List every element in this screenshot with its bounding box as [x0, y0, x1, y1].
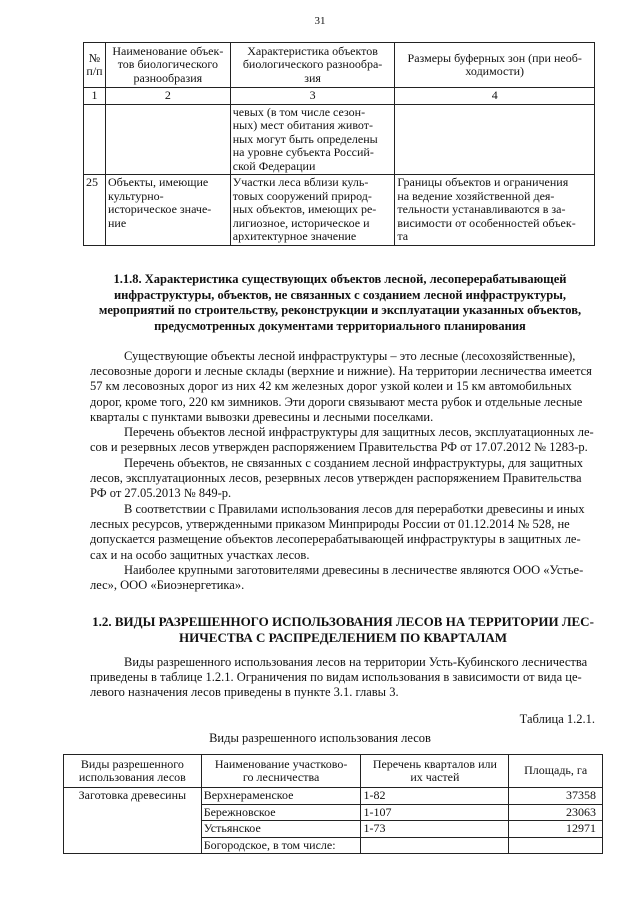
text-line: Существующие объекты лесной инфраструктуры – это лесные (лесохозяйственные),: [124, 349, 576, 363]
use-type-cell: Заготовка древесины: [64, 788, 202, 854]
header-line: Наименование участково-: [214, 756, 348, 771]
cell-line: ных объектов, имеющих ре-: [232, 202, 377, 216]
header-line: зия: [304, 70, 321, 85]
header-line: Наименование объек-: [112, 43, 224, 58]
header-line: тов биологического: [117, 57, 218, 72]
header-line: Виды разрешенного: [80, 756, 184, 771]
header-area: [509, 755, 603, 788]
paragraph-permitted-uses: [90, 655, 595, 701]
cell-line: висимости от особенностей объек-: [397, 215, 576, 230]
forestry-cell: Бережновское: [201, 804, 361, 821]
characteristics-cell: [230, 175, 395, 246]
cell-line: ных) мест обитания живот-: [232, 118, 374, 132]
section-118-heading: [80, 272, 600, 334]
paragraph-major-harvesters: [90, 563, 595, 593]
text-line: Перечень объектов лесной инфраструктуры для защитных лесов, эксплуатационных ле-: [124, 425, 594, 439]
header-line: использования лесов: [78, 770, 186, 784]
object-name-cell: [105, 175, 230, 246]
quarters-cell: 1-107: [361, 804, 509, 821]
area-cell: [509, 837, 603, 854]
area-cell: 37358: [509, 788, 603, 805]
text-line: кварталы с пунктами вывозки древесины и лесными поселками.: [90, 409, 434, 424]
quarters-cell: 1-82: [361, 788, 509, 805]
header-characteristics: [230, 43, 395, 88]
header-buffer-zone: [395, 43, 595, 88]
heading-line: инфраструктуры, объектов, не связанных с созданием лесной инфраструктуры,: [113, 287, 567, 302]
permitted-uses-table: [63, 754, 603, 854]
table-cell: [230, 104, 395, 175]
text-line: лесовозные дороги и лесные склады (верхние и нижние). На территории лесничества имеется: [90, 364, 592, 379]
text-line: В соответствии с Правилами использования лесов для переработки древесины и иных: [124, 502, 585, 516]
cell-line: на ведение хозяйственной дея-: [397, 188, 555, 203]
text-line: Наиболее крупными заготовителями древесины в лесничестве являются ООО «Устье-: [124, 563, 584, 577]
cell-line: лигиозное, историческое и: [232, 215, 370, 230]
quarters-cell: 1-73: [361, 821, 509, 838]
area-cell: 12971: [509, 821, 603, 838]
row-number: 25: [84, 175, 106, 246]
text-line: дорог, кроме того, 220 км зимников. Эти дороги связывают места рубок и отдельные лесные: [90, 394, 583, 409]
header-line: биологического разнообра-: [242, 57, 383, 72]
table-header-row: [84, 43, 595, 88]
cell-line: Объекты, имеющие: [107, 175, 209, 189]
buffer-zone-cell: [395, 175, 595, 246]
paragraph-non-infrastructure-list: [90, 456, 595, 502]
header-line: Размеры буферных зон (при необ-: [407, 50, 582, 65]
text-line: допускается размещение объектов лесоперерабатывающей инфраструктуры в защитных ле-: [90, 532, 581, 547]
text-line: лесов, эксплуатационных лесов, резервных лесов утвержден распоряжением Правительства: [90, 471, 582, 486]
header-line: их частей: [410, 770, 460, 784]
cell-line: архитектурное значение: [232, 229, 357, 243]
header-line: разнообразия: [133, 70, 203, 85]
page-number: 31: [314, 15, 326, 27]
text-line: сов и резервных лесов утвержден распоряжением Правительства РФ от 17.07.2012 № 1283-р.: [90, 440, 588, 455]
heading-line: 1.1.8. Характеристика существующих объектов лесной, лесоперерабатывающей: [113, 272, 567, 286]
paragraph-processing-rules: [90, 502, 595, 563]
text-line: Перечень объектов, не связанных с созданием лесной инфраструктуры, для защитных: [124, 456, 584, 470]
paragraph-infrastructure: [90, 349, 595, 425]
header-line: Площадь, га: [524, 763, 588, 778]
header-quarters: [361, 755, 509, 788]
header-line: п/п: [86, 64, 103, 78]
text-line: 57 км лесовозных дорог из них 42 км железных дорог узкой колеи и 15 км автомобильных: [90, 379, 572, 394]
forestry-cell: Богородское, в том числе:: [201, 837, 361, 854]
text-line: левого назначения лесов приведены в пункте 3.1. главы 3.: [90, 685, 399, 700]
header-line: ходимости): [465, 64, 524, 78]
cell-line: историческое значе-: [107, 202, 212, 216]
header-line: №: [88, 50, 101, 65]
text-line: Виды разрешенного использования лесов на территории Усть-Кубинского лесничества: [124, 655, 588, 669]
header-use-type: [64, 755, 202, 788]
section-12-heading: [88, 614, 598, 646]
forestry-cell: Верхнераменское: [201, 788, 361, 805]
cell-line: ской Федерации: [232, 158, 316, 173]
header-line: Перечень кварталов или: [372, 756, 497, 771]
header-line: Характеристика объектов: [247, 43, 378, 58]
table-caption: Таблица 1.2.1.: [519, 712, 595, 726]
cell-line: та: [397, 229, 409, 243]
text-line: приведены в таблице 1.2.1. Ограничения по видам использования в зависимости от вида це-: [90, 670, 582, 685]
table-title: Виды разрешенного использования лесов: [209, 731, 431, 745]
forestry-cell: Устьянское: [201, 821, 361, 838]
heading-line: мероприятий по строительству, реконструкции и эксплуатации указанных объектов,: [98, 303, 582, 317]
cell-line: Границы объектов и ограничения: [397, 175, 569, 189]
paragraph-infrastructure-list: [90, 425, 595, 455]
text-line: РФ от 27.05.2013 № 849-р.: [90, 486, 232, 501]
table-cell: [105, 104, 230, 175]
index-cell: 4: [395, 88, 595, 105]
header-object-name: [105, 43, 230, 88]
cell-line: на уровне субъекта Россий-: [232, 145, 374, 159]
heading-line: 1.2. ВИДЫ РАЗРЕШЕННОГО ИСПОЛЬЗОВАНИЯ ЛЕСОВ НА ТЕРРИТОРИИ ЛЕС-: [92, 614, 594, 629]
cell-line: тельности устанавливаются в за-: [397, 202, 566, 216]
cell-line: ных могут быть определены: [232, 131, 378, 146]
table-row: [64, 788, 603, 805]
cell-line: культурно-: [107, 188, 164, 203]
table-index-row: [84, 88, 595, 105]
heading-line: предусмотренных документами территориального планирования: [154, 318, 526, 333]
text-line: лесных ресурсов, утвержденными приказом Минприроды России от 01.12.2014 № 528, не: [90, 517, 570, 532]
cell-line: Участки леса вблизи куль-: [232, 175, 369, 189]
index-cell: 2: [105, 88, 230, 105]
table-row-25: [84, 175, 595, 246]
index-cell: 3: [230, 88, 395, 105]
text-line: лес», ООО «Биоэнергетика».: [90, 578, 245, 593]
table-row: [84, 104, 595, 175]
biodiversity-objects-table: [83, 42, 595, 246]
cell-line: ние: [107, 215, 127, 230]
heading-line: НИЧЕСТВА С РАСПРЕДЕЛЕНИЕМ ПО КВАРТАЛАМ: [179, 630, 507, 645]
cell-line: чевых (в том числе сезон-: [232, 104, 366, 119]
quarters-cell: [361, 837, 509, 854]
table-header-row: [64, 755, 603, 788]
index-cell: 1: [84, 88, 106, 105]
table-cell: [84, 104, 106, 175]
header-line: го лесничества: [242, 770, 320, 784]
header-num: [84, 43, 106, 88]
cell-line: товых сооружений природ-: [232, 188, 372, 203]
table-cell: [395, 104, 595, 175]
text-line: сах и на особо защитных участках лесов.: [90, 547, 310, 562]
area-cell: 23063: [509, 804, 603, 821]
header-forestry-name: [201, 755, 361, 788]
